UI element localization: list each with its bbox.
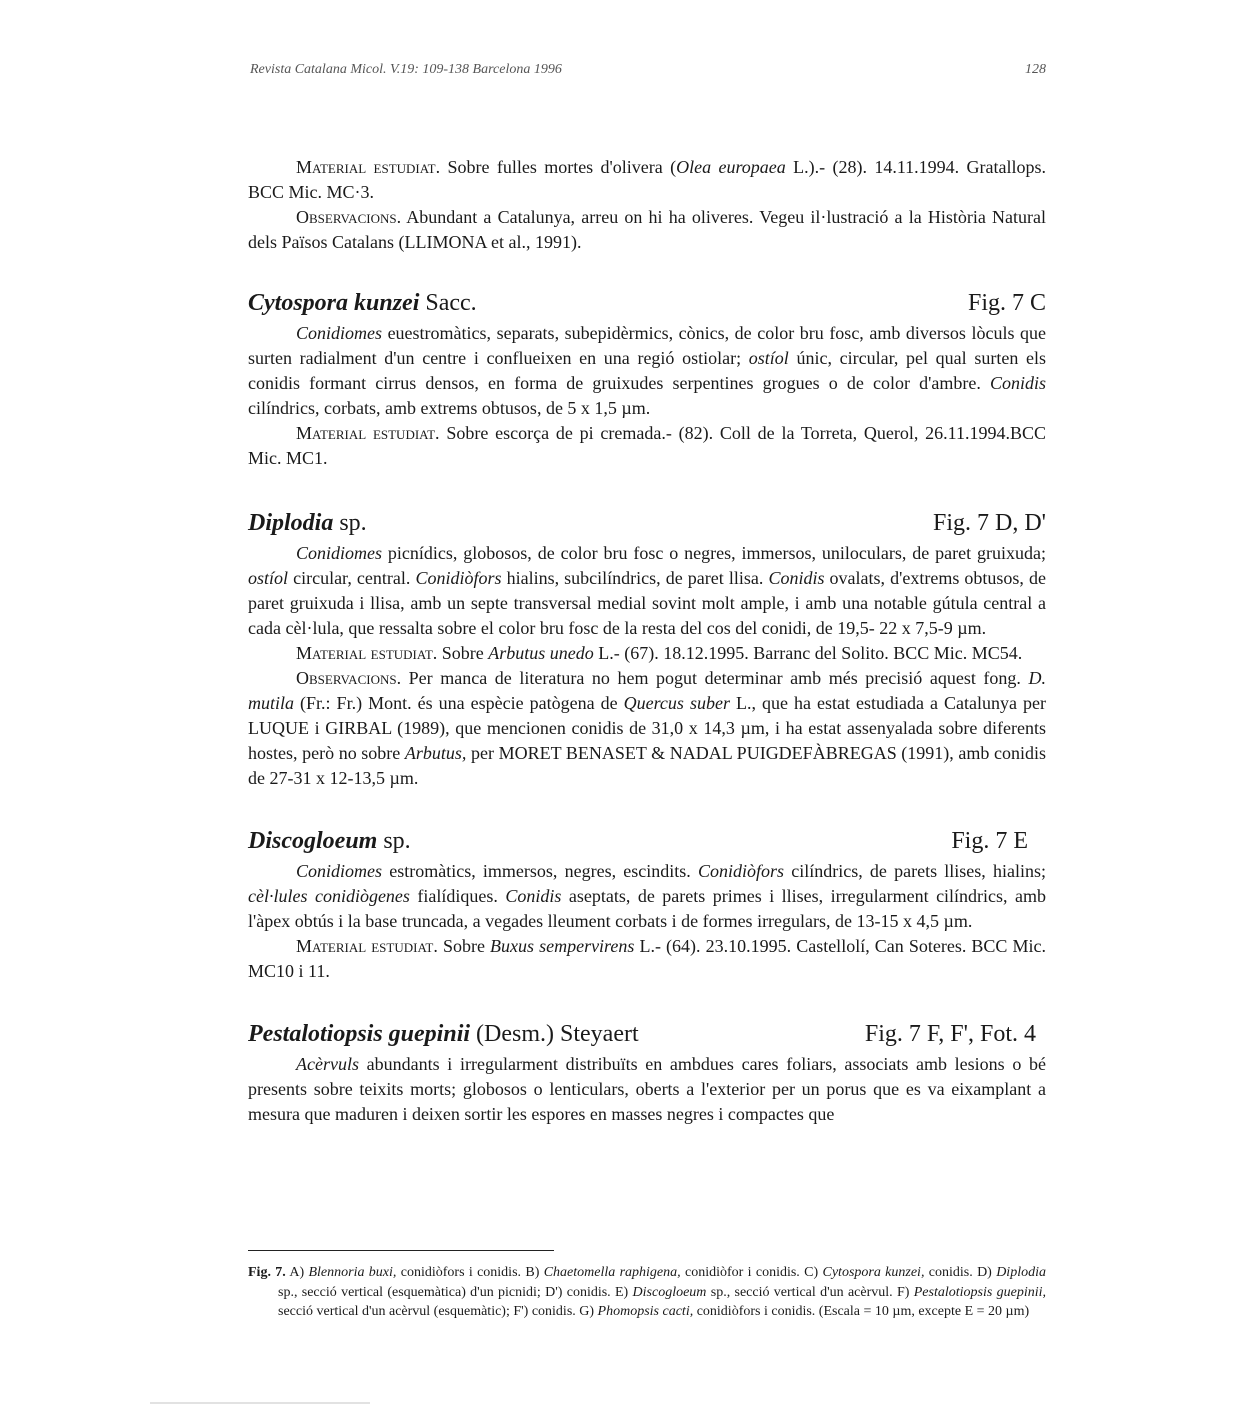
description-paragraph: Acèrvuls abundants i irregularment distribuïts en ambdues cares foliars, associats amb lesions o bé presents sobre teixits morts; globosos o lenticulars, oberts a l'exterior per un porus que es va eixamplant a mesura que maduren i deixen sortir les espores en masses negres i compactes que bbox=[248, 1054, 1046, 1124]
scan-artifact bbox=[150, 1402, 370, 1404]
observations-paragraph: Observacions. Abundant a Catalunya, arreu on hi ha oliveres. Vegeu il·lustració a la Història Natural dels Països Catalans (LLIMONA et al., 1991). bbox=[248, 207, 1046, 252]
figure-reference: Fig. 7 D, D' bbox=[932, 510, 1046, 536]
material-paragraph: Material estudiat. Sobre escorça de pi cremada.- (82). Coll de la Torreta, Querol, 26.11.1994.BCC Mic. MC1. bbox=[248, 423, 1046, 468]
material-paragraph: Material estudiat. Sobre Buxus sempervirens L.- (64). 23.10.1995. Castellolí, Can Soteres. BCC Mic. MC10 i 11. bbox=[248, 936, 1046, 981]
material-paragraph: Material estudiat. Sobre fulles mortes d'olivera (Olea europaea L.).- (28). 14.11.1994. Gratallops. BCC Mic. MC·3. bbox=[248, 157, 1047, 202]
description-paragraph: Conidiomes estromàtics, immersos, negres, escindits. Conidiòfors cilíndrics, de parets llises, hialins; cèl·lules conidiògenes fialídiques. Conidis aseptats, de parets primes i llises, irregularment cilíndrics, amb l'àpex obtús i la base truncada, a vegades lleument corbats i de formes irregulars, de 13-15 x 4,5 µm. bbox=[248, 861, 1047, 931]
figure-reference: Fig. 7 E bbox=[951, 828, 1028, 854]
species-heading-discogloeum: Discogloeum sp. Fig. 7 E bbox=[248, 825, 1046, 858]
figure-caption: Fig. 7. A) Blennoria buxi, conidiòfors i conidis. B) Chaetomella raphigena, conidiòfor i conidis. C) Cytospora kunzei, conidis. D) Diplodia sp., secció vertical (esquemàtica) d'un picnidi; D') conidis. E) Discogloeum sp., secció vertical d'un acèrvul. F) Pestalotiopsis guepinii, secció vertical d'un acèrvul (esquemàtic); F') conidis. G) Phomopsis cacti, conidiòfors i conidis. (Escala = 10 µm, excepte E = 20 µm) bbox=[248, 1265, 1046, 1319]
caption-label: Fig. 7. bbox=[248, 1265, 286, 1280]
material-paragraph: Material estudiat. Sobre Arbutus unedo L.- (67). 18.12.1995. Barranc del Solito. BCC Mic. MC54. bbox=[296, 643, 1023, 663]
figure-reference: Fig. 7 F, F', Fot. 4 bbox=[864, 1021, 1036, 1047]
journal-citation: Revista Catalana Micol. V.19: 109-138 Barcelona 1996 bbox=[250, 62, 562, 77]
description-paragraph: Conidiomes euestromàtics, separats, subepidèrmics, cònics, de color bru fosc, amb diversos lòculs que surten radialment d'un centre i conflueixen en una regió ostiolar; ostíol únic, circular, pel qual surten els conidis formant cirrus densos, en forma de gruixudes serpentines grogues o de color d'ambre. Conidis cilíndrics, corbats, amb extrems obtusos, de 5 x 1,5 µm. bbox=[248, 323, 1046, 418]
species-heading-cytospora: Cytospora kunzei Sacc. Fig. 7 C bbox=[248, 287, 1046, 320]
page-number: 128 bbox=[1025, 62, 1046, 77]
figure-reference: Fig. 7 C bbox=[967, 290, 1046, 316]
species-heading-diplodia: Diplodia sp. Fig. 7 D, D' bbox=[248, 507, 1046, 540]
description-paragraph: Conidiomes picnídics, globosos, de color bru fosc o negres, immersos, uniloculars, de paret gruixuda; ostíol circular, central. Conidiòfors hialins, subcilíndrics, de paret llisa. Conidis ovalats, d'extrems obtusos, de paret gruixuda i llisa, amb un septe transversal medial sovint molt ample, i amb una notable gútula central a cada cèl·lula, que ressalta sobre el color bru fosc de la resta del cos del conidi, de 19,5- 22 x 7,5-9 µm. bbox=[248, 543, 1046, 638]
species-heading-pestalotiopsis: Pestalotiopsis guepinii (Desm.) Steyaert Fig. 7 F, F', Fot. 4 bbox=[248, 1018, 1046, 1051]
observations-paragraph: Observacions. Per manca de literatura no hem pogut determinar amb més precisió aquest fong. D. mutila (Fr.: Fr.) Mont. és una espècie patògena de Quercus suber L., que ha estat estudiada a Catalunya per LUQUE i GIRBAL (1989), que mencionen conidis de 31,0 x 14,3 µm, i ha estat assenyalada sobre diferents hostes, però no sobre Arbutus, per MORET BENASET & NADAL PUIGDEFÀBREGAS (1991), amb conidis de 27-31 x 12-13,5 µm. bbox=[248, 668, 1046, 788]
footnote-divider bbox=[248, 1250, 554, 1251]
page-body bbox=[248, 155, 1046, 1127]
